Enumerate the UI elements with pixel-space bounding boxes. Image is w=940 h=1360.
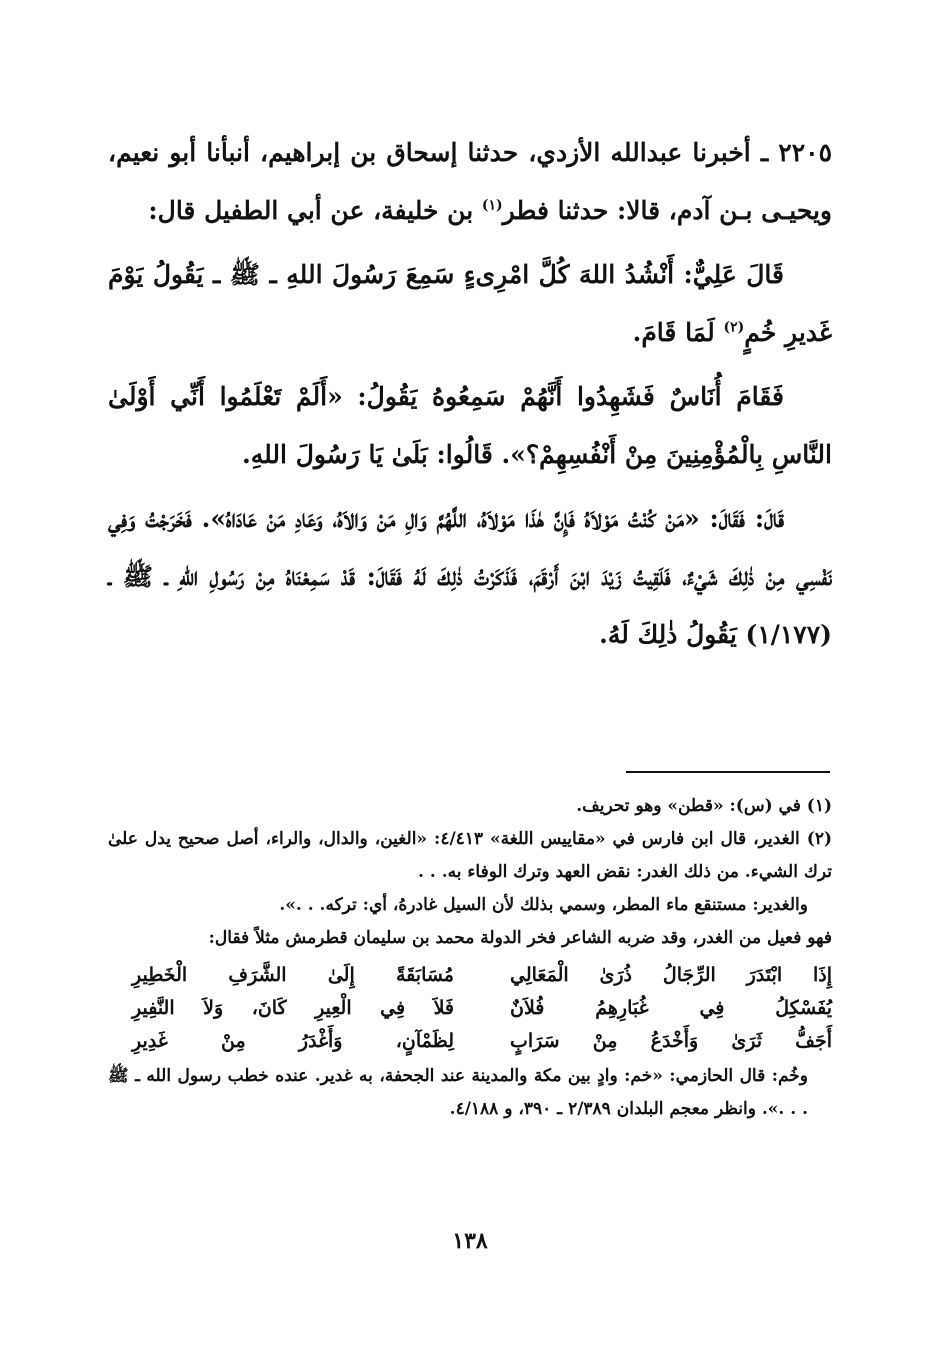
matn-text-b: لَمَا قَامَ. (632, 318, 724, 347)
footnote-2-part-d: وخُم: قال الحازمي: «خم: وادٍ بين مكة والمدينة عند الجحفة، به غدير. عنده خطب رسول الله ـ ﷺ . . .». وانظر معجم البلدان ٢/٣٨٩ ـ ٣٩٠، و ٤/١٨٨. (108, 1066, 808, 1119)
hadith-number: ٢٢٠٥ (778, 138, 832, 167)
footnote-2-part-c: فهو فعيل من الغدر، وقد ضربه الشاعر فخر الدولة محمد بن سليمان قطرمش مثلاً فقال: (208, 928, 832, 948)
footnote-2-part-a: (٢) الغدير، قال ابن فارس في «مقاييس اللغة» ٤/٤١٣: «الغين، والدال، والراء، أصل صحيح يدل علىٰ ترك الشيء. من ذلك الغدر: نقض العهد وترك الوفاء به. . . (108, 829, 832, 882)
hadith-paragraph-mawla: قَالَ: فَقَالَ: «مَنْ كُنْتُ مَوْلاَهُ فَإِنَّ هٰذَا مَوْلاَهُ، اللَّهُمَّ وَالِ مَنْ وَالاَهُ، وَعَادِ مَنْ عَادَاهُ». فَخَرَجْتُ وَفِي نَفْسِي مِنْ ذٰلِكَ شَيْءٌ، فَلَقِيتُ زَيْدَ ابْنَ أَرْقَمَ، فَذَكَرْتُ ذٰلِكَ لَهُ فَقَالَ: قَدْ سَمِعْنَاهُ مِنْ رَسُولِ اللهِ ـ ﷺ ـ (١/١٧٧) يَقُولُ ذٰلِكَ لَهُ. (108, 504, 832, 649)
matn-text-a: قَالَ عَلِيٌّ: أَنْشُدُ اللهَ كُلَّ امْرِىءٍ سَمِعَ رَسُولَ اللهِ ـ ﷺ ـ يَقُولُ يَوْمَ غَديرِ خُمٍ (108, 260, 832, 347)
footnote-ref-2[interactable]: (٢) (723, 319, 745, 336)
footnote-ref-1[interactable]: (١) (481, 197, 503, 214)
footnote-divider (626, 771, 830, 773)
poem-line (108, 992, 832, 1025)
poem-hemistich-second: فَلاَ فِي الْعِيرِ كَانَ، وَلاَ النَّفِيرِ (132, 997, 454, 1019)
footnotes (108, 790, 832, 1126)
isnad-text-b: بن خليفة، عن أبي الطفيل قال: (148, 196, 482, 225)
main-text (108, 124, 832, 664)
hadith-paragraph-intro (108, 124, 832, 240)
poem-hemistich-first: يُفَسْكِلُ فِي غُبَارِهِمُ فُلاَنٌ (510, 997, 832, 1019)
footnote-2-part-b: والغدير: مستنقع ماء المطر، وسمي بذلك لأن السيل غادرهُ، أي: تركه. . .». (279, 895, 808, 915)
poem-line (108, 959, 832, 992)
poem-hemistich-first: إِذَا ابْتَدَرَ الرِّجَالُ ذُرَىٰ الْمَعَالِي (510, 964, 832, 986)
isnad-text-a: ـ أخبرنا عبدالله الأزدي، حدثنا إسحاق بن إبراهيم، أنبأنا أبو نعيم، ويحيـى بـن آدم، قالا: حدثنا فطر (108, 138, 832, 225)
page-number: ١٣٨ (452, 1228, 488, 1254)
poem-hemistich-second: لِظَمْآنٍ، وَأَغْدَرُ مِنْ غَدِيرِ (132, 1030, 454, 1052)
poem-hemistich-second: مُسَابَقَةً إِلَىٰ الشَّرَفِ الْخَطِيرِ (132, 964, 454, 986)
hadith-paragraph-witnesses: فَقَامَ أُنَاسٌ فَشَهِدُوا أَنَّهُمْ سَمِعُوهُ يَقُولُ: «أَلَمْ تَعْلَمُوا أَنِّي أَوْلَىٰ النَّاسِ بِالْمُؤْمِنِينَ مِنْ أَنْفُسِهِمْ؟». قَالُوا: بَلَىٰ يَا رَسُولَ اللهِ. (108, 382, 832, 469)
hadith-paragraph-ali (108, 246, 832, 362)
poem-line (108, 1025, 832, 1058)
poem-hemistich-first: أَجَفُّ ثَرَىٰ وَأَخْدَعُ مِنْ سَرَابٍ (510, 1030, 832, 1052)
poem (108, 959, 832, 1058)
footnote-1: (١) في (س): «قطن» وهو تحريف. (576, 796, 832, 816)
